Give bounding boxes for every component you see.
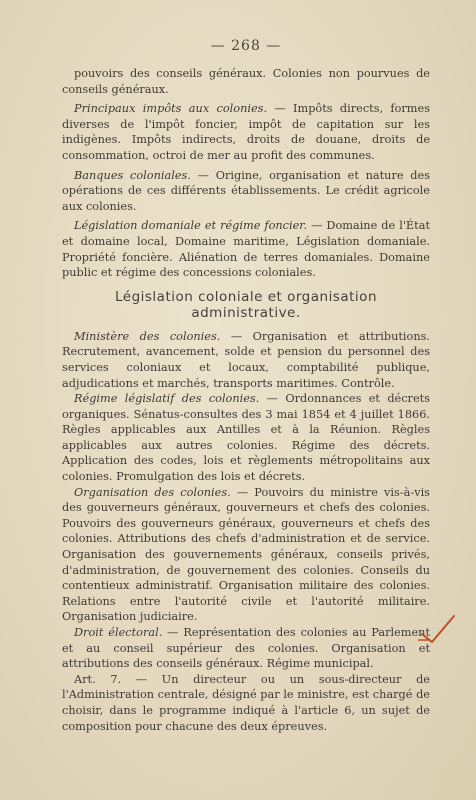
paragraph-text: — Représentation des colonies au Parlement et au conseil supérieur des colonies. Organisation et attributions des conseils généraux. Régime municipal. [62, 626, 430, 671]
paragraph-text: — Organisation et attributions. Recrutement, avancement, solde et pension du personnel des services coloniaux et locaux, comptabilité publique, adjudications et marchés, transports maritimes. Contrôle. [62, 329, 430, 390]
pen-mark-icon [418, 612, 458, 648]
paragraph-text: — Ordonnances et décrets organiques. Sénatus-consultes des 3 mai 1854 et 4 juillet 1866. Règles applicables aux Antilles et à la Réunion. Règles applicables aux autres colonies. Régime des décrets. Application des codes, lois et règlements métropolitains aux colonies. Promulgation des lois et décrets. [62, 392, 430, 484]
page-number: — 268 — [210, 38, 282, 54]
section-heading: Législation coloniale et organisation administrative. [114, 288, 377, 321]
paragraph-regime-legislatif [62, 391, 430, 485]
paragraph-lead: Régime législatif des colonies. [74, 392, 260, 406]
paragraph-organisation [62, 485, 430, 625]
paragraph-lead: Législation domaniale et régime foncier. [74, 219, 308, 233]
paragraph-impots [62, 101, 430, 163]
paragraph-lead: Ministère des colonies. [74, 329, 221, 343]
paragraph-lead: Banques coloniales. [74, 168, 191, 182]
paragraph-legislation-domaniale [62, 218, 430, 280]
paragraph-lead: Organisation des colonies. [74, 485, 231, 499]
paragraph-banques [62, 168, 430, 215]
paragraph-text: — Origine, organisation et nature des opérations de ces différents établissements. Le crédit agricole aux colonies. [62, 168, 431, 213]
paragraph-text: — Impôts directs, formes diverses de l'impôt foncier, impôt de capitation sur les indigènes. Impôts indirects, droits de douane, droits de consommation, octroi de mer au profit des communes. [62, 102, 430, 162]
paragraph-lead: Principaux impôts aux colonies. [74, 102, 268, 116]
paragraph-text: — Domaine de l'État et domaine local, Domaine maritime, Législation domaniale. Propriété foncière. Aliénation de terres domaniales. Domaine public et régime des concessions coloniales. [62, 219, 430, 280]
paragraph-lead: Droit électoral. [74, 626, 163, 639]
paragraph-article-7 [62, 672, 430, 734]
paragraph-ministere [62, 329, 430, 391]
paragraph-text: — Pouvoirs du ministre vis-à-vis des gouverneurs généraux, gouverneurs et chefs des colonies. Pouvoirs des gouverneurs généraux, gouverneurs et chefs des colonies. Attributions des chefs d'administration et de service. Organisation des gouvernements généraux, conseils privés, d'administration, de gouvernement des colonies. Conseils du contentieux administratif. Organisation militaire des colonies. Relations entre l'autorité civile et l'autorité militaire. Organisation judiciaire. [62, 485, 430, 624]
paragraph-droit-electoral [62, 625, 430, 672]
paragraph-lead: Art. 7. [74, 672, 122, 686]
paragraph-text: pouvoirs des conseils généraux. Colonies non pourvues de conseils généraux. [62, 67, 430, 96]
paragraph-text: — Un directeur ou un sous-directeur de l'Administration centrale, désigné par le ministre, est chargé de choisir, dans le programme indiqué à l'article 6, un sujet de composition pour chacune des deux épreuves. [62, 672, 430, 733]
paragraph-conseils-generaux [62, 66, 430, 97]
